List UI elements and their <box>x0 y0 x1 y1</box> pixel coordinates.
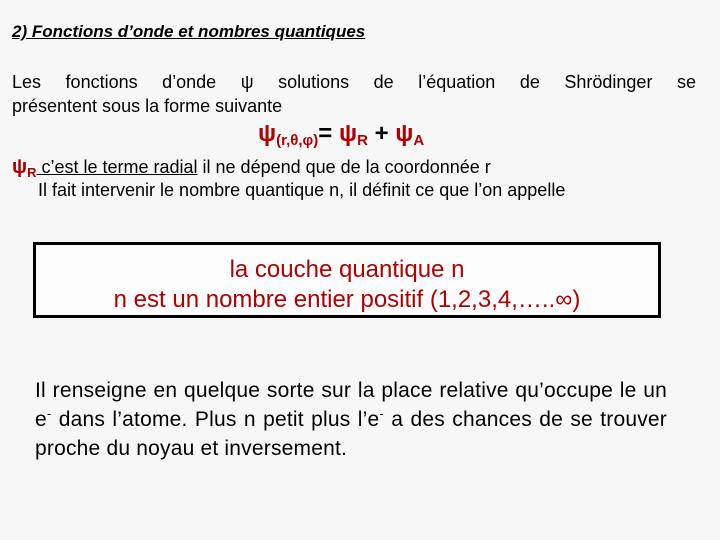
box-line-1: la couche quantique n <box>229 256 465 283</box>
radial-psi-symbol: ψ <box>12 156 28 178</box>
para-sup-2: - <box>379 406 384 421</box>
eq-plus: + <box>374 120 389 147</box>
explanation-paragraph <box>35 376 667 463</box>
intro-line-1: Les fonctions d’onde ψ solutions de l’équation de Shrödinger se <box>12 72 696 92</box>
eq-angular-psi: ψ <box>395 120 414 147</box>
para-part-3: a des chances de se trouver proche du noyau et inversement. <box>35 408 667 460</box>
box-line-2: n est un nombre entier positif (1,2,3,4,…..∞) <box>113 286 581 313</box>
eq-angular-sub: A <box>413 132 425 149</box>
eq-radial-psi: ψ <box>338 120 358 147</box>
radial-psi-sub: R <box>27 165 37 180</box>
eq-lhs-args: (r,θ,φ) <box>276 132 319 149</box>
eq-radial-sub: R <box>357 132 368 149</box>
radial-term-label: c’est le terme radial <box>36 157 198 177</box>
quantum-number-intro: Il fait intervenir le nombre quantique n, il définit ce que l’on appelle <box>38 180 566 200</box>
definition-box <box>33 242 661 318</box>
para-part-1: Il renseigne en quelque sorte sur la place relative qu’occupe le un e <box>35 379 667 431</box>
slide-title: 2) Fonctions d’onde et nombres quantiques <box>12 22 366 41</box>
para-sup-1: - <box>46 406 52 421</box>
para-part-2: dans l’atome. Plus n petit plus l’e <box>51 408 380 431</box>
eq-lhs-psi: ψ <box>258 120 277 147</box>
eq-equals: = <box>318 120 333 147</box>
radial-term-rest: il ne dépend que de la coordonnée r <box>197 157 491 177</box>
wavefunction-equation <box>258 120 424 149</box>
intro-line-2: présentent sous la forme suivante <box>12 96 283 116</box>
intro-text <box>12 70 696 118</box>
radial-term-line <box>12 156 491 180</box>
radial-psi <box>12 156 36 178</box>
